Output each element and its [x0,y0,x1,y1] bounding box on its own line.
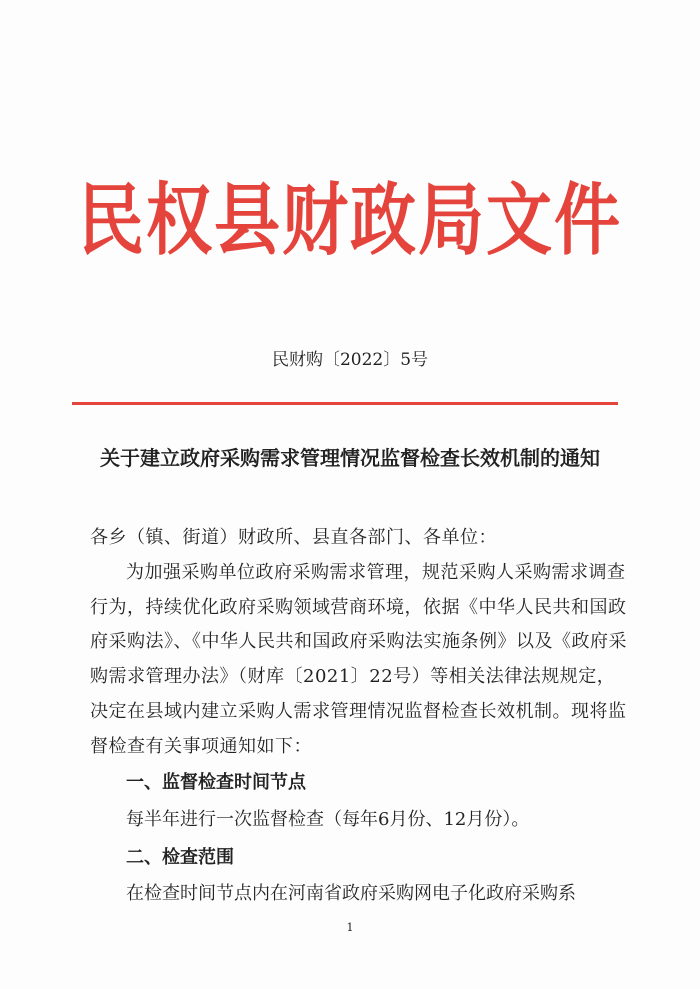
document-number: 民财购〔2022〕5号 [271,350,429,370]
notice-title: 关于建立政府采购需求管理情况监督检查长效机制的通知 [100,446,600,470]
page-number: 1 [346,921,354,934]
document-header-title: 民权县财政局文件 [78,173,622,266]
red-separator-line [72,402,618,405]
intro-paragraph: 为加强采购单位政府采购需求管理，规范采购人采购需求调查行为，持续优化政府采购领域营商环境，依据《中华人民共和国政府采购法》、《中华人民共和国政府采购法实施条例》以及《政府采购需求管理办法》（财库〔2021〕22号）等相关法律法规规定，决定在县域内建立采购人需求管理情况监督检查长效机制。现将监督检查有关事项通知如下： [90,562,627,757]
section-heading-2: 二、检查范围 [126,847,234,868]
salutation: 各乡（镇、街道）财政所、县直各部门、各单位： [90,527,497,548]
section-text-2: 在检查时间节点内在河南省政府采购网电子化政府采购系 [126,883,576,904]
section-heading-1: 一、监督检查时间节点 [126,772,306,793]
section-text-1: 每半年进行一次监督检查（每年6月份、12月份）。 [126,809,530,830]
